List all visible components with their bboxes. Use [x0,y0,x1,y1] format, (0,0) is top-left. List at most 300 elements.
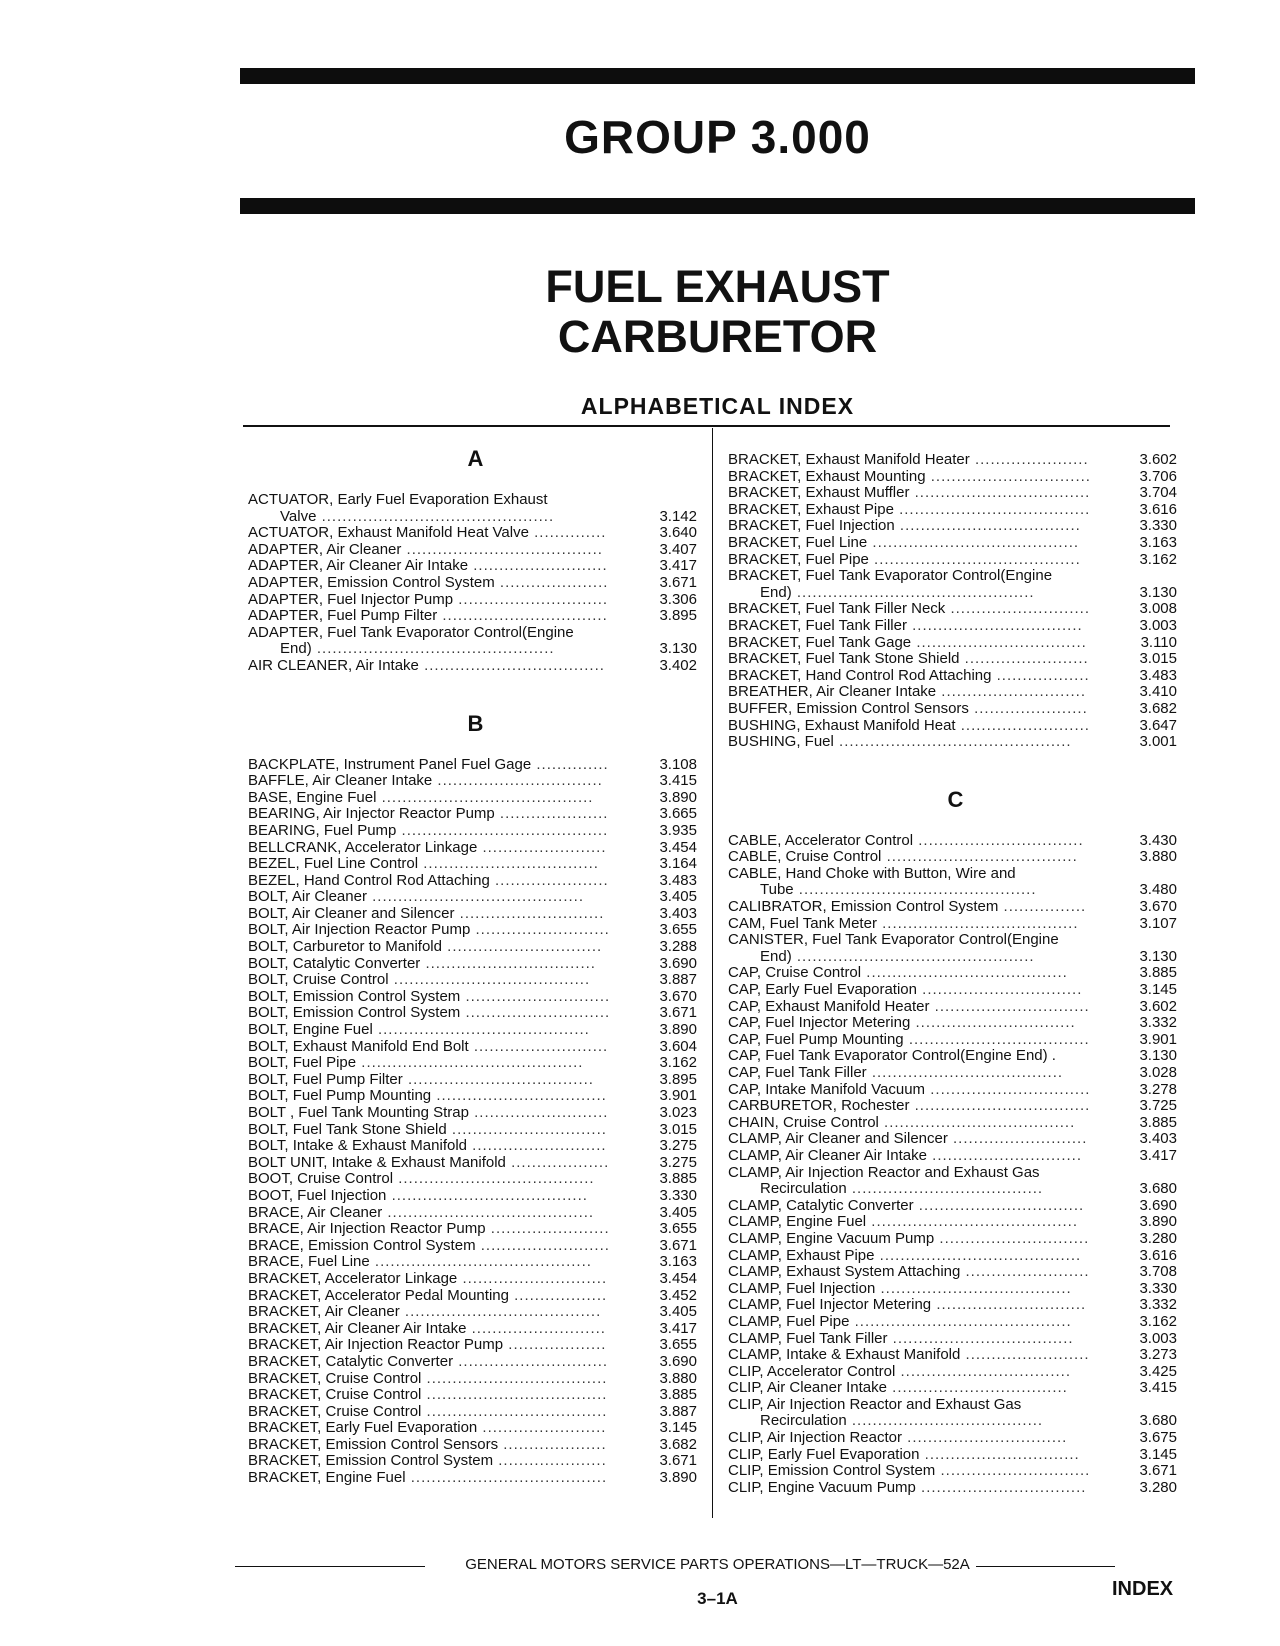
index-entry [728,1480,1183,1497]
entry-page-number: 3.288 [659,938,697,956]
index-entry [248,625,703,658]
entry-name: BOOT, Cruise Control [248,1170,394,1188]
leader-dots: ........................... [945,600,1090,618]
main-title-line-1: FUEL EXHAUST [545,261,890,312]
leader-dots: ................................ [913,831,1084,849]
leader-dots: ............................ [936,683,1086,701]
section-letter: B [467,710,484,736]
entry-page-number: 3.405 [659,888,697,906]
leader-dots: .......................... [947,1130,1088,1148]
leader-dots: ................................ [437,607,608,625]
leader-dots: ......................................... [372,1021,590,1039]
index-entry [248,806,703,823]
entry-name: CLIP, Air Cleaner Intake [728,1379,887,1397]
entry-name: CLAMP, Engine Vacuum Pump [728,1229,935,1247]
index-entry [728,1048,1183,1065]
entry-page-number: 3.162 [659,1054,697,1072]
entry-name: BRACKET, Hand Control Rod Attaching [728,666,992,684]
index-entry [728,1297,1183,1314]
index-entry [248,1088,703,1105]
leader-dots: ........................ [960,1263,1090,1281]
entry-name: CAP, Fuel Tank Filler [728,1064,867,1081]
entry-page-number: 3.330 [1139,1279,1177,1297]
index-entry [728,618,1183,635]
index-entry [728,1032,1183,1049]
entry-page-number: 3.885 [659,1170,697,1188]
entry-name: BOLT, Emission Control System [248,1004,461,1022]
leader-dots: .............................................. [311,640,555,658]
entry-page-number: 3.130 [659,640,697,658]
entry-page-number: 3.452 [659,1286,697,1304]
leader-dots: .......................... [467,1137,607,1155]
entry-page-number: 3.690 [659,1352,697,1370]
entry-page-number: 3.403 [659,904,697,922]
entry-name: CLAMP, Exhaust Pipe [728,1246,875,1264]
entry-page-number: 3.003 [1139,1329,1177,1347]
entry-page-number: 3.454 [659,1269,697,1287]
leader-dots: .............................. [441,938,603,956]
entry-page-number: 3.616 [1139,1246,1177,1264]
entry-page-number: 3.454 [659,838,697,856]
entry-name: BRACKET, Fuel Tank Filler [728,616,907,634]
leader-dots: ........................................... [356,1054,584,1072]
entry-continuation: Tube [760,881,794,899]
leader-dots: ...................... [968,699,1088,717]
entry-page-number: 3.671 [659,1004,697,1022]
entry-name: BELLCRANK, Accelerator Linkage [248,838,478,856]
index-entry [248,906,703,923]
entry-name: BOLT, Fuel Pump Mounting [248,1087,432,1105]
index-entry [728,635,1183,652]
index-entry [248,542,703,559]
entry-continuation: End) [280,640,312,658]
main-title-line-2: CARBURETOR [557,311,878,362]
entry-page-number: 3.483 [1139,666,1177,684]
entry-page-number: 3.417 [659,557,697,575]
entry-page-number: 3.003 [1139,616,1177,634]
index-entry [248,989,703,1006]
index-entry [728,469,1183,486]
entry-name: BRACKET, Exhaust Manifold Heater [728,451,970,468]
leader-dots: ..................... [494,573,609,591]
entry-page-number: 3.332 [1139,1014,1177,1032]
index-entry [248,1321,703,1338]
leader-dots: ..................................... [893,500,1091,518]
leader-dots: ...................... [489,871,609,889]
entry-page-number: 3.417 [659,1319,697,1337]
index-entry [728,1148,1183,1165]
entry-page-number: 3.895 [659,607,697,625]
index-entry [248,1138,703,1155]
entry-name: BOLT, Carburetor to Manifold [248,938,442,956]
index-entry [728,916,1183,933]
entry-page-number: 3.110 [1140,633,1177,651]
leader-dots: ........................ [960,1346,1090,1364]
index-entry [728,1248,1183,1265]
entry-page-number: 3.108 [659,755,697,773]
entry-page-number: 3.706 [1139,467,1177,485]
entry-name: BOLT, Fuel Tank Stone Shield [248,1120,447,1138]
leader-dots: ..................................... [866,1064,1064,1081]
leader-dots: ...................................... [399,1303,602,1321]
entry-name: BOLT, Intake & Exhaust Manifold [248,1137,468,1155]
entry-name: BRACKET, Air Cleaner Air Intake [248,1319,467,1337]
entry-name: BRACKET, Early Fuel Evaporation [248,1419,478,1437]
index-entry [728,1015,1183,1032]
leader-dots: ..................................... [878,1113,1076,1131]
entry-page-number: 3.680 [1139,1412,1177,1430]
entry-name: BOLT, Cruise Control [248,971,389,989]
entry-name: BRACKET, Accelerator Pedal Mounting [248,1286,509,1304]
entry-page-number: 3.602 [1139,997,1177,1015]
leader-dots: .......................... [468,1037,609,1055]
leader-dots: ....................... [485,1220,610,1238]
leader-dots: ................................ [913,1196,1085,1214]
entry-page-number: 3.675 [1139,1429,1177,1447]
entry-name: CABLE, Cruise Control [728,848,882,866]
leader-dots: ............................ [460,987,611,1005]
entry-name: BRACKET, Catalytic Converter [248,1352,454,1370]
leader-dots: ................... [505,1153,610,1171]
section-letter: A [467,446,484,471]
index-entry [248,1271,703,1288]
entry-name: BOLT, Catalytic Converter [248,954,421,972]
entry-page-number: 3.145 [659,1419,697,1437]
index-entry [248,873,703,890]
leader-dots: .......................... [468,1104,609,1121]
leader-dots: ......................................... [366,888,584,906]
leader-dots: ............................. [935,1462,1091,1480]
entry-name: BOLT, Fuel Pipe [248,1054,357,1072]
leader-dots: ........................................ [867,533,1080,551]
entry-continuation: Recirculation [760,1180,847,1198]
leader-dots: ............................... [925,1080,1091,1098]
entry-name: CARBURETOR, Rochester [728,1097,910,1115]
entry-name: CLAMP, Engine Fuel [728,1213,867,1231]
entry-name: ADAPTER, Air Cleaner [248,540,402,558]
leader-dots: .................................. [909,1097,1091,1115]
main-title [240,262,1195,362]
leader-dots: ............................... [925,467,1091,485]
entry-page-number: 3.001 [1139,733,1177,751]
index-entry [728,452,1183,469]
index-entry [728,866,1183,899]
entry-page-number: 3.890 [1139,1213,1177,1231]
leader-dots: ................................... [887,1329,1074,1347]
index-entry [248,790,703,807]
index-entry [248,856,703,873]
entry-page-number: 3.602 [1139,451,1177,468]
entry-page-number: 3.690 [1139,1196,1177,1214]
entry-page-number: 3.671 [659,1452,697,1470]
leader-dots: ................ [998,898,1087,916]
index-entry [728,932,1183,965]
right-index-column [728,452,1183,1496]
entry-name: BRACKET, Cruise Control [248,1402,422,1420]
entry-name: BRACKET, Accelerator Linkage [248,1269,458,1287]
entry-name: AIR CLEANER, Air Intake [248,656,419,674]
entry-name: CAP, Intake Manifold Vacuum [728,1080,926,1098]
entry-page-number: 3.885 [1139,1113,1177,1131]
entry-name: CANISTER, Fuel Tank Evaporator Control(Engine [728,931,1059,949]
entry-page-number: 3.670 [659,987,697,1005]
entry-name: BRACKET, Cruise Control [248,1369,422,1387]
entry-name: BRACKET, Fuel Tank Stone Shield [728,650,960,668]
index-entry [728,1231,1183,1248]
index-title: ALPHABETICAL INDEX [580,393,855,419]
leader-dots: .................................... [402,1070,594,1088]
index-entry [728,518,1183,535]
entry-page-number: 3.901 [659,1087,697,1105]
index-entry [248,1188,703,1205]
index-entry [248,1453,703,1470]
index-entry [248,608,703,625]
entry-name: BRACKET, Fuel Injection [728,517,895,535]
index-entry [248,1304,703,1321]
entry-page-number: 3.163 [659,1253,697,1271]
entry-page-number: 3.142 [659,507,697,525]
leader-dots: ............................. [931,1296,1087,1314]
entry-name: BREATHER, Air Cleaner Intake [728,683,937,701]
index-entry [248,823,703,840]
entry-page-number: 3.028 [1139,1064,1177,1081]
leader-dots: ................................. [431,1087,607,1105]
entry-name: CAP, Fuel Tank Evaporator Control(Engine End) . [728,1047,1056,1065]
leader-dots: ............................................. [316,507,555,525]
index-entry [248,1055,703,1072]
entry-page-number: 3.708 [1139,1263,1177,1281]
leader-dots: ........................................ [866,1213,1079,1231]
leader-dots: ..................................... [881,848,1078,866]
leader-dots: ....................................... [861,964,1068,982]
entry-continuation: Valve [280,507,317,525]
entry-name: CAP, Cruise Control [728,964,862,982]
entry-page-number: 3.887 [659,971,697,989]
section-label: INDEX [1112,1578,1174,1600]
leader-dots: ............................ [454,904,605,922]
entry-name: BEARING, Air Injector Reactor Pump [248,805,495,823]
index-entry [728,1264,1183,1281]
index-entry [248,1155,703,1172]
leader-dots: ................................. [911,633,1087,651]
entry-name: BEZEL, Fuel Line Control [248,855,419,873]
leader-dots: .............. [528,524,607,542]
middle-rule-bar [240,198,1195,214]
entry-name: BOLT, Engine Fuel [248,1021,373,1039]
entry-page-number: 3.280 [1139,1478,1177,1496]
entry-page-number: 3.403 [1139,1130,1177,1148]
index-entry [248,972,703,989]
leader-dots: .............................................. [793,881,1037,899]
index-entry [248,1254,703,1271]
index-entry [728,718,1183,735]
leader-dots: ...................................... [876,914,1079,932]
entry-name: BRACE, Fuel Line [248,1253,370,1271]
index-entry [728,1380,1183,1397]
index-entry [248,922,703,939]
leader-dots: .................................. [886,1379,1068,1397]
leader-dots: .......................... [470,921,610,939]
entry-page-number: 3.410 [1139,683,1177,701]
entry-page-number: 3.023 [659,1104,697,1121]
index-entry [248,1470,703,1487]
footer-publisher [240,1556,1195,1573]
column-divider [712,428,713,1518]
entry-page-number: 3.885 [1139,964,1177,982]
entry-name: CLAMP, Fuel Pipe [728,1312,850,1330]
index-entry [728,1430,1183,1447]
entry-name: BOLT, Fuel Pump Filter [248,1070,403,1088]
entry-name: CAM, Fuel Tank Meter [728,914,877,932]
entry-name: ADAPTER, Fuel Pump Filter [248,607,438,625]
entry-name: BEZEL, Hand Control Rod Attaching [248,871,490,889]
leader-dots: ......................... [475,1236,610,1254]
leader-dots: ..................................... [846,1412,1044,1430]
index-entry [728,1131,1183,1148]
index-entry [728,1331,1183,1348]
entry-name: BOLT, Air Injection Reactor Pump [248,921,471,939]
entry-name: BOLT , Fuel Tank Mounting Strap [248,1104,469,1121]
index-entry [248,1354,703,1371]
leader-dots: .................. [991,666,1090,684]
header-rule [243,425,1170,427]
entry-name: BOLT, Exhaust Manifold End Bolt [248,1037,469,1055]
entry-page-number: 3.280 [1139,1229,1177,1247]
index-entry [728,1347,1183,1364]
entry-page-number: 3.725 [1139,1097,1177,1115]
index-entry [248,575,703,592]
entry-name: BOLT UNIT, Intake & Exhaust Manifold [248,1153,506,1171]
entry-page-number: 3.682 [1139,699,1177,717]
index-entry [728,552,1183,569]
leader-dots: .......................... [466,1319,606,1337]
entry-name: CALIBRATOR, Emission Control System [728,898,999,916]
index-entry [728,1198,1183,1215]
leader-dots: ...................................... [388,971,591,989]
entry-name: BEARING, Fuel Pump [248,821,397,839]
index-entry [728,1214,1183,1231]
leader-dots: ............................. [453,590,609,608]
leader-dots: ....................................... [874,1246,1082,1264]
entry-name: BRACKET, Emission Control Sensors [248,1435,499,1453]
entry-name: CLAMP, Air Cleaner Air Intake [728,1146,927,1164]
entry-page-number: 3.330 [1139,517,1177,535]
entry-page-number: 3.935 [659,821,697,839]
index-entry [248,1371,703,1388]
entry-name: ADAPTER, Emission Control System [248,573,495,591]
leader-dots: .......................................... [369,1253,592,1271]
entry-name: CLIP, Air Injection Reactor and Exhaust Gas [728,1395,1022,1413]
entry-page-number: 3.901 [1139,1030,1177,1048]
entry-name: CLAMP, Fuel Tank Filler [728,1329,888,1347]
index-entry [728,485,1183,502]
entry-page-number: 3.130 [1139,1047,1177,1065]
entry-page-number: 3.885 [659,1386,697,1404]
entry-name: BRACKET, Emission Control System [248,1452,494,1470]
entry-page-number: 3.425 [1139,1362,1177,1380]
index-entry [248,1072,703,1089]
entry-name: CLIP, Air Injection Reactor [728,1429,902,1447]
entry-page-number: 3.890 [659,788,697,806]
index-entry [728,651,1183,668]
entry-page-number: 3.275 [659,1153,697,1171]
index-entry [248,1205,703,1222]
entry-name: CAP, Fuel Injector Metering [728,1014,911,1032]
index-entry [728,982,1183,999]
leader-dots: ........................ [477,838,607,856]
entry-page-number: 3.407 [659,540,697,558]
index-entry [728,1364,1183,1381]
index-entry [728,668,1183,685]
index-entry [728,684,1183,701]
entry-page-number: 3.690 [659,954,697,972]
entry-name: CAP, Early Fuel Evaporation [728,981,917,999]
leader-dots: ............................ [457,1269,608,1287]
top-rule-bar [240,68,1195,84]
entry-name: BRACKET, Engine Fuel [248,1469,406,1487]
index-entry [728,535,1183,552]
leader-dots: ........................ [477,1419,607,1437]
leader-dots: ...................................... [405,1469,608,1487]
entry-name: BRACE, Air Cleaner [248,1203,383,1221]
leader-dots: .............................. [919,1445,1080,1463]
entry-name: CLAMP, Fuel Injection [728,1279,876,1297]
entry-page-number: 3.164 [659,855,697,873]
index-entry [728,601,1183,618]
index-entry [728,1115,1183,1132]
index-entry [248,558,703,575]
entry-continuation: End) [760,583,792,601]
leader-dots: ................................. [906,616,1083,634]
entry-page-number: 3.130 [1139,947,1177,965]
leader-dots: ..................... [493,1452,607,1470]
entry-page-number: 3.417 [1139,1146,1177,1164]
entry-name: BASE, Engine Fuel [248,788,377,806]
entry-name: BRACKET, Fuel Tank Gage [728,633,912,651]
leader-dots: ...................................... [393,1170,595,1188]
entry-name: CLIP, Engine Vacuum Pump [728,1478,916,1496]
entry-continuation: Recirculation [760,1412,847,1430]
index-entry [248,757,703,774]
index-entry [248,1420,703,1437]
entry-page-number: 3.670 [1139,898,1177,916]
entry-name: BRACKET, Fuel Line [728,533,868,551]
leader-dots: ...................................... [401,540,603,558]
index-entry [728,1165,1183,1198]
index-entry [248,1387,703,1404]
index-entry [248,1122,703,1139]
entry-page-number: 3.890 [659,1021,697,1039]
leader-dots: ............................ [460,1004,611,1022]
entry-page-number: 3.415 [659,772,697,790]
entry-name: BOOT, Fuel Injection [248,1186,387,1204]
entry-name: BUSHING, Fuel [728,733,834,751]
index-entry [248,1221,703,1238]
entry-page-number: 3.415 [1139,1379,1177,1397]
entry-name: CABLE, Accelerator Control [728,831,914,849]
leader-dots: ............................. [453,1352,609,1370]
leader-dots: .............................................. [791,583,1035,601]
leader-dots: ............................................. [833,733,1072,751]
leader-dots: ................................. [420,954,596,972]
entry-name: BUSHING, Exhaust Manifold Heat [728,716,956,734]
index-entry [728,502,1183,519]
leader-dots: ................................... [421,1402,608,1420]
leader-dots: ...................... [969,451,1089,468]
leader-dots: ........................................ [868,550,1081,568]
index-entry [728,849,1183,866]
entry-name: BRACKET, Exhaust Pipe [728,500,894,518]
